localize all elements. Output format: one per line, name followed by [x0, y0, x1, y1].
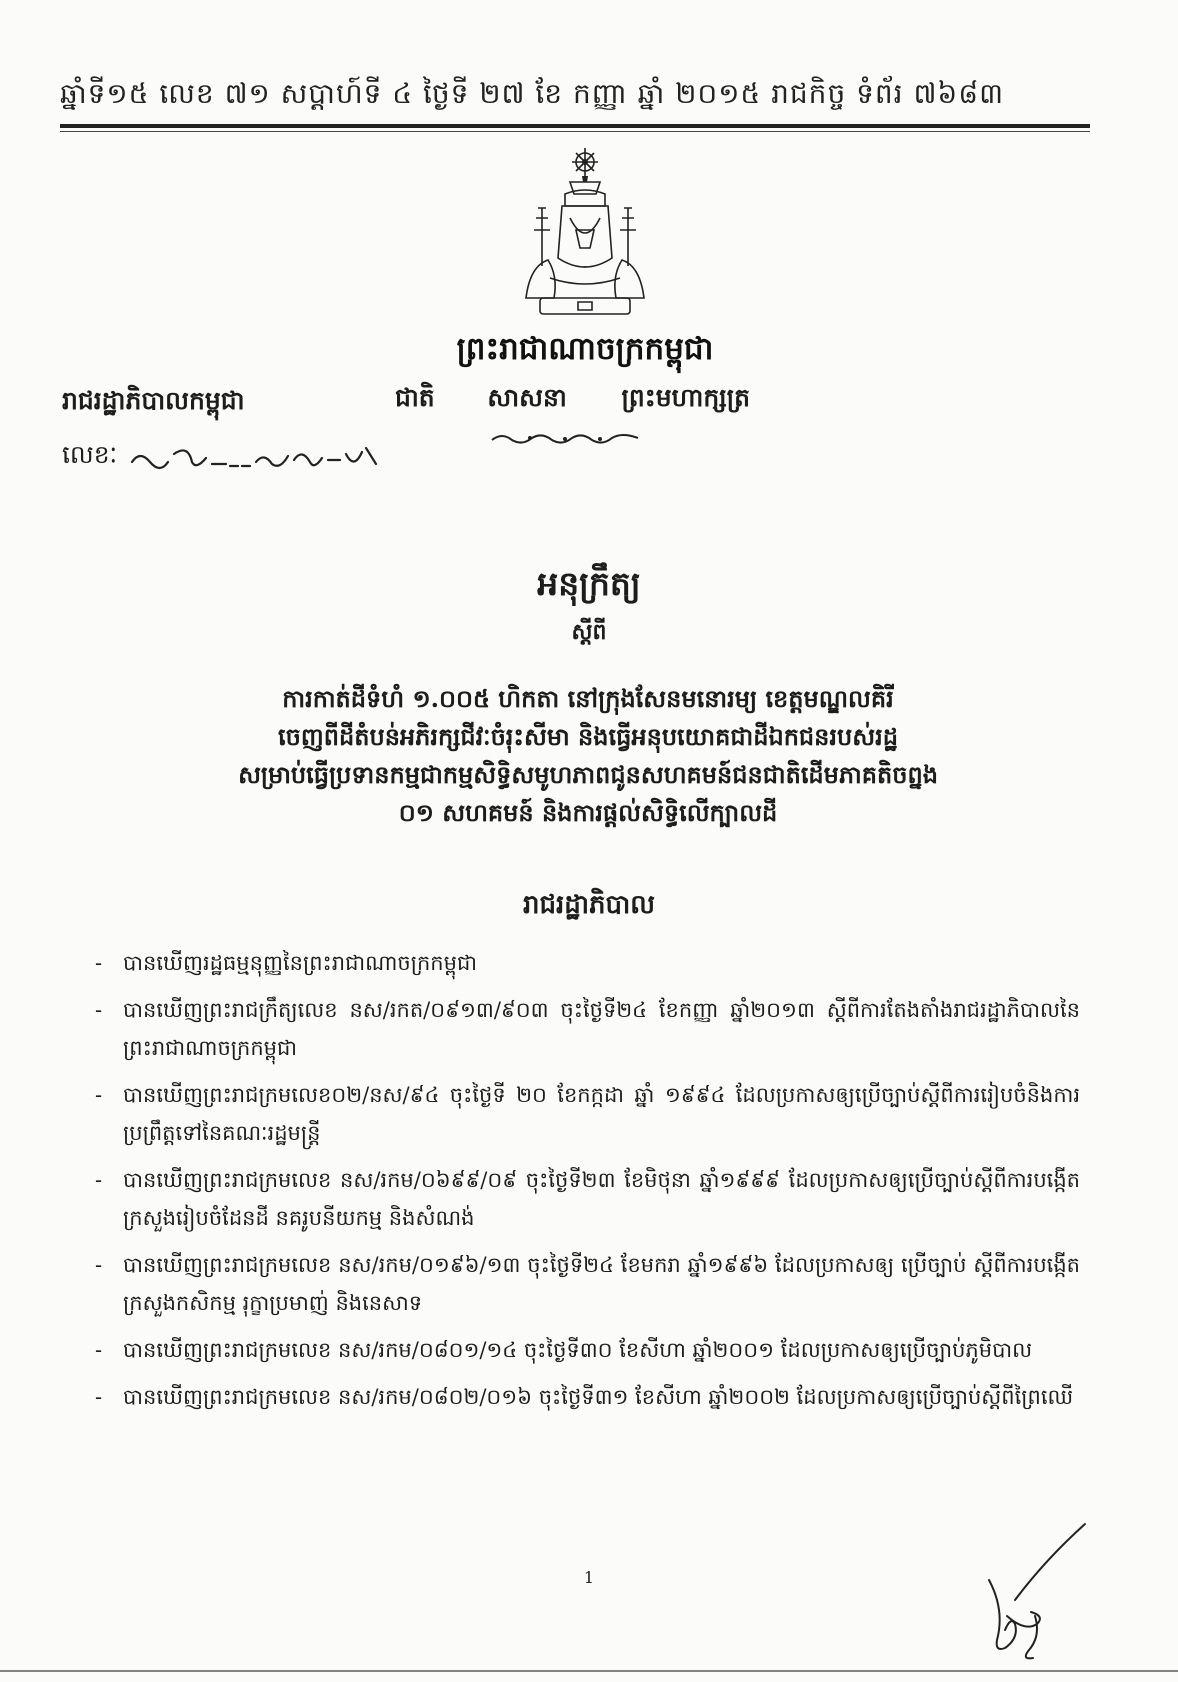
- motto-nation: ជាតិ: [395, 383, 435, 412]
- issuer-heading: រាជរដ្ឋាភិបាល: [522, 890, 656, 920]
- recital-item: - បានឃើញព្រះរាជក្រមលេខ០២/នស/៩៤ ចុះថ្ងៃទី ២០ ខែកក្កដា ឆ្នាំ ១៩៩៤ ដែលប្រកាសឲ្យប្រើច្បាប់ស្តីពីការរៀបចំនិងការប្រព្រឹត្តទៅនៃគណៈរដ្ឋមន្ត្រី: [95, 1076, 1080, 1152]
- title-line: សម្រាប់ធ្វើប្រទានកម្មជាកម្មសិទ្ធិសមូហភាពជូនសហគមន៍ជនជាតិដើមភាគតិចព្នង: [238, 760, 938, 789]
- recital-item: - បានឃើញព្រះរាជក្រឹត្យលេខ នស/រកត/០៩១៣/៩០៣ ចុះថ្ងៃទី២៤ ខែកញ្ញា ឆ្នាំ២០១៣ ស្តីពីការតែងតាំងរាជរដ្ឋាភិបាលនៃព្រះរាជាណាចក្រកម្ពុជា: [95, 991, 1080, 1067]
- recital-item: - បានឃើញរដ្ឋធម្មនុញ្ញនៃព្រះរាជាណាចក្រកម្ពុជា: [95, 944, 1080, 982]
- national-motto: [395, 383, 775, 419]
- recital-item: - បានឃើញព្រះរាជក្រមលេខ នស/រកម/០៦៩៩/០៩ ចុះថ្ងៃទី២៣ ខែមិថុនា ឆ្នាំ១៩៩៩ ដែលប្រកាសឲ្យប្រើច្បាប់ស្តីពីការបង្កើតក្រសួងរៀបចំដែនដី នគរូបនីយកម្ម និងសំណង់: [95, 1161, 1080, 1237]
- royal-coat-of-arms-emblem: [520, 148, 650, 323]
- page-number: 1: [583, 1568, 595, 1587]
- recitals-list: [95, 944, 1080, 1425]
- gazette-header: ឆ្នាំទី១៥ លេខ ៧១ សប្តាហ៍ទី ៤ ថ្ងៃទី ២៧ ខែ កញ្ញា ឆ្នាំ ២០១៥ រាជកិច្ច ទំព័រ ៧៦៨៣: [60, 77, 1005, 110]
- recital-item: - បានឃើញព្រះរាជក្រមលេខ នស/រកម/០១៩៦/១៣ ចុះថ្ងៃទី២៤ ខែមករា ឆ្នាំ១៩៩៦ ដែលប្រកាសឲ្យ ប្រើច្បាប់ ស្តីពីការបង្កើតក្រសួងកសិកម្ម រុក្ខាប្រមាញ់ និងនេសាទ: [95, 1246, 1080, 1322]
- header-rule-thick: [60, 124, 1090, 128]
- reference-number-label: លេខៈ: [62, 440, 118, 469]
- motto-king: ព្រះមហាក្សត្រ: [621, 383, 751, 412]
- recital-item: - បានឃើញព្រះរាជក្រមលេខ នស/រកម/០៨០២/០១៦ ចុះថ្ងៃទី៣១ ខែសីហា ឆ្នាំ២០០២ ដែលប្រកាសឲ្យប្រើច្បាប់ស្តីពីព្រៃឈើ: [95, 1378, 1080, 1416]
- motto-religion: សាសនា: [487, 383, 567, 412]
- header-rule-thin: [60, 131, 1090, 132]
- handwritten-reference-number: [130, 440, 380, 478]
- handwritten-signature: [975, 1520, 1095, 1670]
- decree-title: [118, 680, 1058, 832]
- subject-label: ស្តីពី: [571, 619, 607, 645]
- decorative-ornament: [490, 430, 640, 446]
- title-line: ការកាត់ដីទំហំ ១.០០៥ ហិកតា នៅក្រុងសែនមនោរម្យ ខេត្តមណ្ឌលគិរី: [282, 684, 894, 713]
- scan-edge-line: [0, 1670, 1178, 1672]
- title-line: ចេញពីដីតំបន់អភិរក្សជីវៈចំរុះសីមា និងធ្វើអនុបយោគជាដីឯកជនរបស់រដ្ឋ: [278, 722, 898, 751]
- kingdom-name: ព្រះរាជាណាចក្រកម្ពុជា: [456, 331, 714, 367]
- issuing-government: រាជរដ្ឋាភិបាលកម្ពុជា: [62, 386, 245, 415]
- recital-item: - បានឃើញព្រះរាជក្រមលេខ នស/រកម/០៨០១/១៤ ចុះថ្ងៃទី៣០ ខែសីហា ឆ្នាំ២០០១ ដែលប្រកាសឲ្យប្រើច្បាប់ភូមិបាល: [95, 1331, 1080, 1369]
- document-type: អនុក្រឹត្យ: [537, 564, 641, 603]
- title-line: ០១ សហគមន៍ និងការផ្តល់សិទ្ធិលើក្បាលដី: [398, 798, 778, 827]
